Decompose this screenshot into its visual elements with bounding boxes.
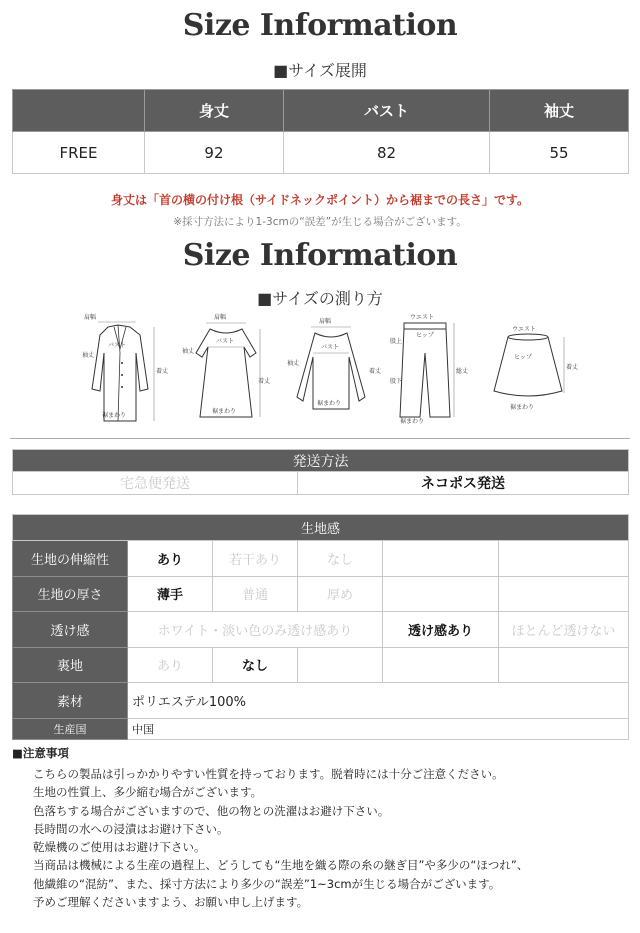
thickness-thick: 厚め — [298, 576, 383, 612]
lining-label: 裏地 — [13, 647, 128, 683]
shipping-table — [12, 449, 629, 495]
length-definition-note: 身丈は「首の横の付け根（サイドネックポイント）から裾までの長さ」です。 — [110, 193, 530, 207]
list-item: 生地の性質上、多少縮む場合がございます。 — [33, 785, 263, 800]
svg-text:バスト: バスト — [216, 338, 235, 345]
stretch-empty-1 — [383, 541, 499, 577]
table-row — [13, 718, 629, 739]
bust-value: 82 — [283, 132, 489, 174]
svg-text:バスト: バスト — [321, 344, 340, 351]
length-value: 92 — [145, 132, 284, 174]
header-bust: バスト — [283, 90, 489, 132]
thickness-label: 生地の厚さ — [13, 576, 128, 612]
svg-text:ウエスト: ウエスト — [512, 326, 537, 333]
svg-text:着丈: 着丈 — [156, 368, 169, 375]
caution-title: ■注意事項 — [12, 746, 69, 760]
stretch-empty-2 — [499, 541, 629, 577]
lining-empty-3 — [499, 647, 629, 683]
top-diagram-icon — [285, 313, 382, 429]
lining-empty-2 — [383, 647, 499, 683]
sleeve-value: 55 — [490, 132, 629, 174]
list-item: 乾燥機のご使用はお避け下さい。 — [33, 840, 206, 855]
header-length: 身丈 — [145, 90, 284, 132]
material-label: 素材 — [13, 683, 128, 719]
stretch-yes: あり — [128, 541, 213, 577]
table-row — [13, 647, 629, 683]
lining-no: なし — [213, 647, 298, 683]
caution-section — [12, 745, 628, 911]
measurement-error-note: ※採寸方法により1-3cmの“誤差”が生じる場合がございます。 — [173, 216, 467, 228]
svg-text:肩幅: 肩幅 — [214, 314, 227, 321]
svg-text:ウエスト: ウエスト — [410, 314, 435, 321]
sheer-white-only: ホワイト・淡い色のみ透け感あり — [128, 612, 383, 648]
coat-diagram-icon — [78, 313, 173, 429]
stretch-label: 生地の伸縮性 — [13, 541, 128, 577]
sheer-almost-none: ほとんど透けない — [499, 612, 629, 648]
list-item: 長時間の水への浸漬はお避け下さい。 — [33, 821, 229, 836]
svg-text:ヒップ: ヒップ — [514, 354, 532, 361]
size-label: FREE — [13, 132, 145, 174]
fabric-table — [12, 514, 629, 740]
svg-text:着丈: 着丈 — [258, 378, 271, 385]
svg-text:着丈: 着丈 — [566, 364, 579, 371]
origin-value: 中国 — [128, 718, 629, 739]
table-row — [13, 612, 629, 648]
table-row — [13, 683, 629, 719]
stretch-slight: 若干あり — [213, 541, 298, 577]
list-item: 当商品は機械による生産の過程上、どうしても“生地を織る際の糸の継ぎ目”や多少の“ほつれ”、 — [33, 858, 529, 873]
thickness-empty-1 — [383, 576, 499, 612]
svg-text:バスト: バスト — [108, 342, 127, 349]
caution-list — [12, 765, 628, 911]
sheer-label: 透け感 — [13, 612, 128, 648]
measure-subtitle: ■サイズの測り方 — [257, 289, 383, 308]
svg-text:肩幅: 肩幅 — [319, 318, 332, 325]
size-table — [12, 89, 629, 174]
header-sleeve: 袖丈 — [490, 90, 629, 132]
list-item: こちらの製品は引っかかりやすい性質を持っております。脱着時には十分ご注意ください。 — [33, 767, 504, 781]
shipping-header: 発送方法 — [13, 450, 629, 472]
table-row — [13, 541, 629, 577]
fabric-header: 生地感 — [13, 515, 629, 541]
skirt-diagram-icon — [490, 313, 580, 429]
size-chart-subtitle: ■サイズ展開 — [273, 61, 367, 80]
thickness-empty-2 — [499, 576, 629, 612]
measurement-diagrams — [0, 313, 640, 433]
svg-text:裾まわり: 裾まわり — [212, 408, 237, 415]
pants-diagram-icon — [390, 313, 470, 429]
thickness-thin: 薄手 — [128, 576, 213, 612]
svg-text:股上: 股上 — [390, 338, 403, 345]
material-value: ポリエステル100% — [128, 683, 629, 719]
svg-text:裾まわり: 裾まわり — [102, 412, 127, 419]
list-item: 色落ちする場合がございますので、他の物との洗濯はお避け下さい。 — [33, 803, 390, 818]
svg-text:袖丈: 袖丈 — [82, 352, 95, 359]
svg-text:ヒップ: ヒップ — [416, 332, 434, 339]
shipping-option-takkyubin: 宅急便発送 — [13, 472, 298, 495]
svg-text:袖丈: 袖丈 — [287, 360, 300, 367]
origin-label: 生産国 — [13, 718, 128, 739]
svg-text:袖丈: 袖丈 — [182, 348, 195, 355]
svg-text:裾まわり: 裾まわり — [400, 418, 425, 425]
measure-info-title: Size Information — [182, 238, 458, 273]
svg-text:肩幅: 肩幅 — [84, 314, 97, 321]
lining-empty-1 — [298, 647, 383, 683]
size-info-title: Size Information — [182, 8, 458, 43]
svg-text:股下: 股下 — [390, 378, 403, 385]
svg-text:裾まわり: 裾まわり — [510, 404, 535, 411]
section-divider — [10, 438, 630, 439]
size-table-header — [13, 90, 629, 132]
stretch-none: なし — [298, 541, 383, 577]
sheer-yes: 透け感あり — [383, 612, 499, 648]
list-item: 他繊維の“混紡”、また、採寸方法により多少の“誤差”1~3cmが生じる場合がございます。 — [33, 876, 501, 891]
svg-text:総丈: 総丈 — [456, 368, 469, 375]
list-item: 予めご理解くださいますよう、お願い申し上げます。 — [33, 895, 309, 910]
dress-diagram-icon — [180, 313, 270, 429]
size-table-corner — [13, 90, 145, 132]
lining-yes: あり — [128, 647, 213, 683]
shipping-option-nekopos: ネコポス発送 — [298, 472, 629, 495]
svg-text:着丈: 着丈 — [369, 368, 382, 375]
thickness-normal: 普通 — [213, 576, 298, 612]
table-row — [13, 576, 629, 612]
table-row — [13, 132, 629, 174]
svg-text:裾まわり: 裾まわり — [317, 400, 342, 407]
